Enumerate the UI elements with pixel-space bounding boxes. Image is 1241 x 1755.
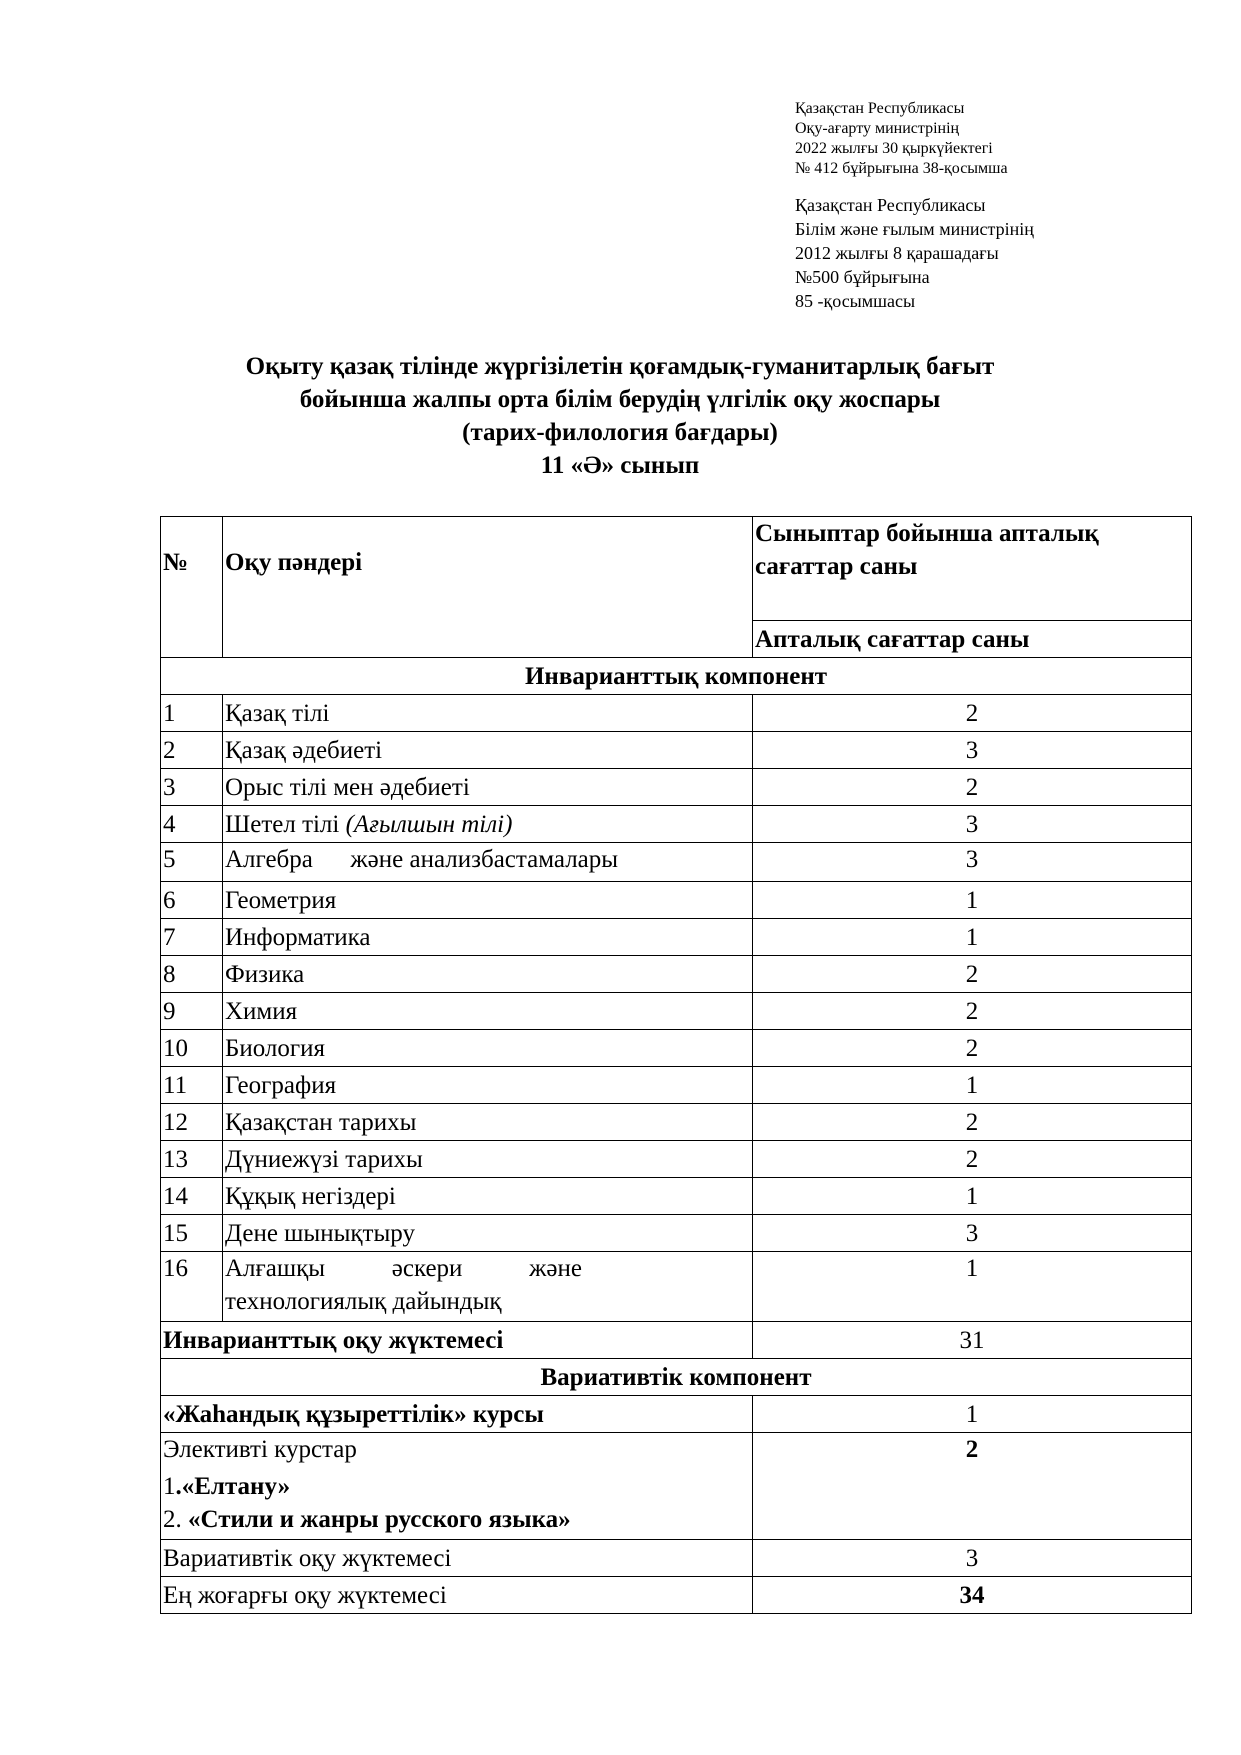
annex-reference-current (795, 99, 1008, 179)
row-num: 1 (161, 695, 223, 732)
row-num: 4 (161, 806, 223, 843)
row-hours: 1 (753, 882, 1192, 919)
row-subject: Қазақстан тарихы (223, 1104, 753, 1141)
row-subject: Геометрия (223, 882, 753, 919)
document-title (140, 350, 1100, 482)
row-hours: 1 (753, 1178, 1192, 1215)
table-row (161, 1178, 1192, 1215)
elective-label: Элективті курстар (163, 1436, 357, 1463)
header-num: № (161, 517, 223, 658)
annex-line: Қазақстан Республикасы (795, 100, 965, 117)
max-total-label: Ең жоғарғы оқу жүктемесі (161, 1577, 753, 1614)
section-row (161, 658, 1192, 695)
elective-item-num: 2. (163, 1506, 182, 1533)
row-subject: Қазақ әдебиеті (223, 732, 753, 769)
elective-item (163, 1470, 750, 1503)
title-line: 11 «Ә» сынып (540, 452, 700, 479)
row-hours: 2 (753, 1141, 1192, 1178)
row-hours: 2 (753, 769, 1192, 806)
row-subject: Қазақ тілі (223, 695, 753, 732)
annex-line: 2012 жылғы 8 қарашадағы (795, 243, 999, 263)
table-row (161, 1067, 1192, 1104)
row-subject: Физика (223, 956, 753, 993)
annex-line: Білім және ғылым министрінің (795, 219, 1034, 239)
annex-line: №500 бұйрығына (795, 267, 930, 287)
subject-part: және анализбастамалары (350, 846, 619, 873)
subject-word: әскери (391, 1255, 463, 1282)
subject-line: технологиялық дайындық (225, 1288, 502, 1315)
table-row (161, 993, 1192, 1030)
table-row (161, 1141, 1192, 1178)
row-num: 2 (161, 732, 223, 769)
global-competence-label: «Жаһандық құзыреттілік» курсы (161, 1396, 753, 1433)
row-num: 13 (161, 1141, 223, 1178)
row-subject: Биология (223, 1030, 753, 1067)
table-header-row (161, 517, 1192, 621)
elective-row (161, 1433, 1192, 1540)
row-hours: 2 (753, 695, 1192, 732)
variative-total-row (161, 1540, 1192, 1577)
title-line: (тарих-филология бағдары) (462, 419, 778, 446)
row-subject: Дүниежүзі тарихы (223, 1141, 753, 1178)
subject-part: Алгебра (225, 846, 313, 873)
row-num: 14 (161, 1178, 223, 1215)
elective-item-title: .«Елтану» (175, 1473, 291, 1500)
max-total-row (161, 1577, 1192, 1614)
table-row (161, 1215, 1192, 1252)
annex-line: 2022 жылғы 30 қыркүйектегі (795, 140, 993, 157)
table-row (161, 1252, 1192, 1322)
row-num: 7 (161, 919, 223, 956)
max-total-hours: 34 (753, 1577, 1192, 1614)
invariant-total-label: Инварианттық оқу жүктемесі (161, 1322, 753, 1359)
row-subject (223, 1252, 753, 1322)
subject-word: және (529, 1255, 582, 1282)
row-subject (223, 806, 753, 843)
header-weekly-hours-by-class: Сыныптар бойынша апталық сағаттар саны (753, 517, 1192, 621)
row-num: 10 (161, 1030, 223, 1067)
row-num: 11 (161, 1067, 223, 1104)
variative-total-label: Вариативтік оқу жүктемесі (161, 1540, 753, 1577)
subject-name: Шетел тілі (225, 810, 340, 838)
row-num: 3 (161, 769, 223, 806)
row-num: 12 (161, 1104, 223, 1141)
title-line: бойынша жалпы орта білім берудің үлгілік оқу жоспары (299, 386, 941, 413)
annex-line: 85 -қосымшасы (795, 291, 916, 311)
table-row (161, 843, 1192, 882)
row-num: 9 (161, 993, 223, 1030)
header-weekly-hours: Апталық сағаттар саны (753, 621, 1192, 658)
row-subject: Орыс тілі мен әдебиеті (223, 769, 753, 806)
table-row (161, 695, 1192, 732)
table-row (161, 806, 1192, 843)
row-hours: 3 (753, 732, 1192, 769)
table-row (161, 1030, 1192, 1067)
curriculum-table (160, 516, 1192, 1614)
elective-item-num: 1 (163, 1473, 176, 1500)
row-hours: 1 (753, 919, 1192, 956)
annex-line: № 412 бұйрығына 38-қосымша (795, 160, 1008, 177)
invariant-section-title: Инварианттық компонент (161, 658, 1192, 695)
row-num: 8 (161, 956, 223, 993)
table-row (161, 919, 1192, 956)
global-competence-row (161, 1396, 1192, 1433)
table-row (161, 1104, 1192, 1141)
annex-line: Қазақстан Республикасы (795, 195, 986, 215)
subject-word: Алғашқы (225, 1255, 326, 1282)
variative-section-title: Вариативтік компонент (161, 1359, 1192, 1396)
invariant-total-hours: 31 (753, 1322, 1192, 1359)
row-subject: Құқық негіздері (223, 1178, 753, 1215)
row-num: 16 (161, 1252, 223, 1322)
annex-line: Оқу-ағарту министрінің (795, 120, 960, 137)
variative-total-hours: 3 (753, 1540, 1192, 1577)
invariant-total-row (161, 1322, 1192, 1359)
table-row (161, 882, 1192, 919)
row-subject: География (223, 1067, 753, 1104)
elective-item-title: «Стили и жанры русского языка» (188, 1506, 571, 1533)
row-subject: Информатика (223, 919, 753, 956)
row-subject: Дене шынықтыру (223, 1215, 753, 1252)
elective-hours: 2 (753, 1433, 1192, 1540)
section-row (161, 1359, 1192, 1396)
row-hours: 1 (753, 1252, 1192, 1322)
row-num: 6 (161, 882, 223, 919)
row-num: 15 (161, 1215, 223, 1252)
table-row (161, 732, 1192, 769)
elective-cell (161, 1433, 753, 1540)
header-subjects: Оқу пәндері (223, 517, 753, 658)
elective-item (163, 1503, 750, 1536)
table-row (161, 956, 1192, 993)
row-hours: 3 (753, 843, 1192, 882)
global-competence-hours: 1 (753, 1396, 1192, 1433)
subject-note: (Ағылшын тілі) (345, 810, 513, 838)
row-hours: 1 (753, 1067, 1192, 1104)
row-num: 5 (161, 843, 223, 882)
row-subject (223, 843, 753, 882)
row-hours: 2 (753, 993, 1192, 1030)
subject-line (225, 1252, 750, 1285)
title-line: Оқыту қазақ тілінде жүргізілетін қоғамдық-гуманитарлық бағыт (245, 353, 995, 380)
row-hours: 3 (753, 806, 1192, 843)
row-hours: 3 (753, 1215, 1192, 1252)
row-hours: 2 (753, 1030, 1192, 1067)
annex-reference-original (795, 193, 1034, 313)
row-subject: Химия (223, 993, 753, 1030)
row-hours: 2 (753, 1104, 1192, 1141)
table-row (161, 769, 1192, 806)
row-hours: 2 (753, 956, 1192, 993)
